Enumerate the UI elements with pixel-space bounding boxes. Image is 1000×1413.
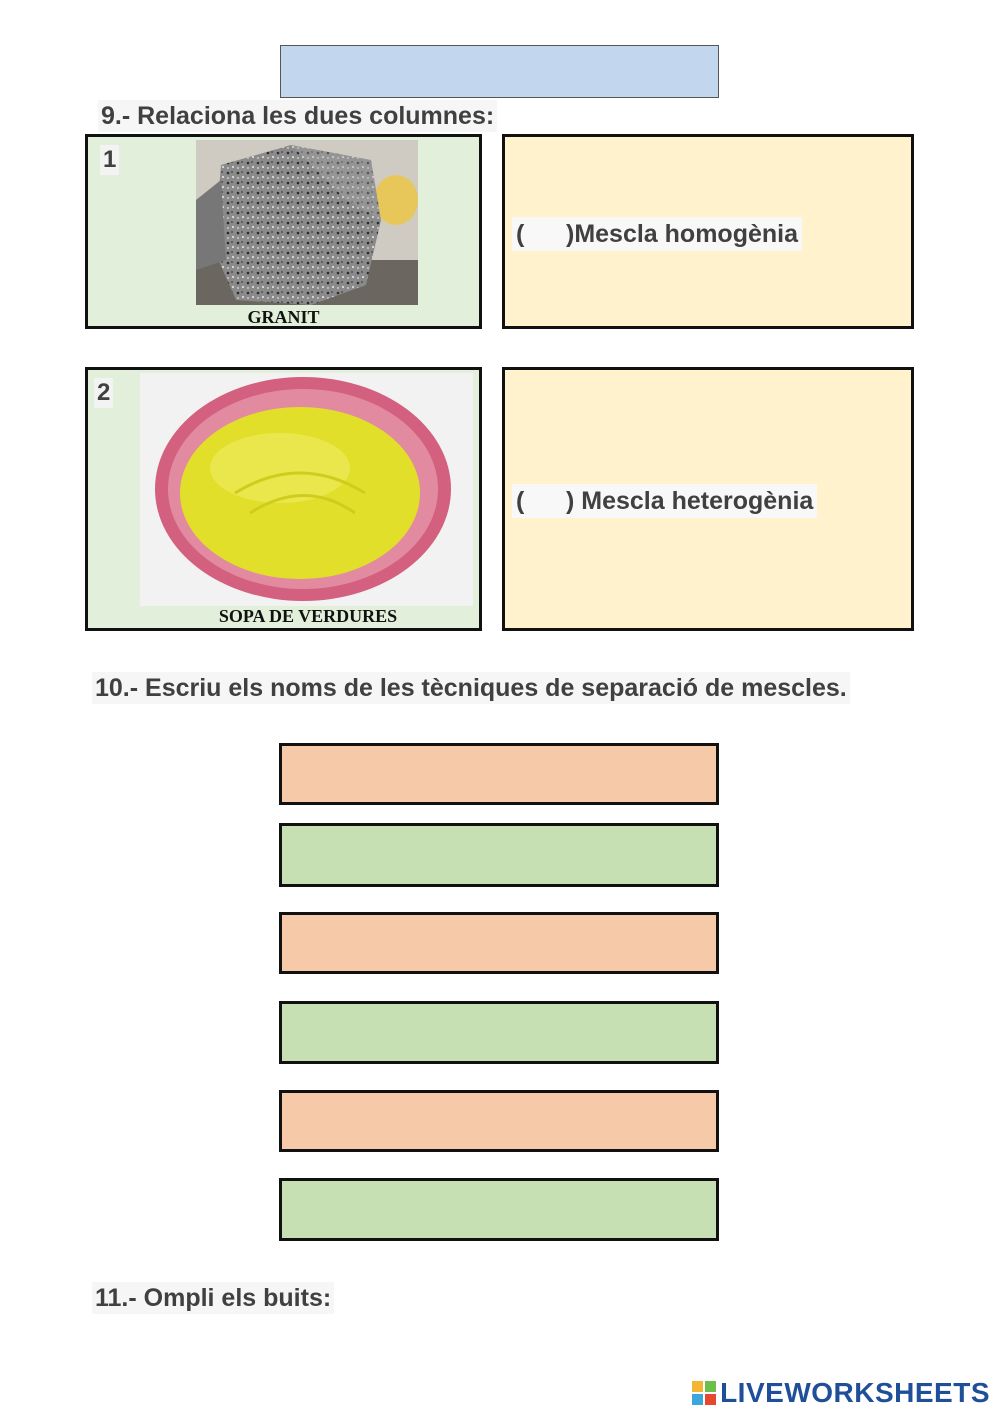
technique-answer-field-2[interactable] xyxy=(279,823,719,887)
answer-blank-2[interactable] xyxy=(535,484,575,518)
technique-answer-field-6[interactable] xyxy=(279,1178,719,1241)
item-number-2: 2 xyxy=(94,378,113,408)
answer-card-2 xyxy=(502,367,914,631)
answer-blank-1[interactable] xyxy=(535,217,575,251)
question-9-heading: 9.- Relaciona les dues columnes: xyxy=(98,100,497,132)
liveworksheets-logo-icon xyxy=(692,1381,716,1405)
question-11-heading: 11.- Ompli els buits: xyxy=(92,1282,334,1314)
answer-text-heterogenia: ( ) Mescla heterogènia xyxy=(512,484,817,518)
technique-answer-field-3[interactable] xyxy=(279,912,719,974)
granite-card xyxy=(85,134,482,329)
technique-answer-field-1[interactable] xyxy=(279,743,719,805)
soup-caption: SOPA DE VERDURES xyxy=(218,606,398,626)
logo-text: LIVEWORKSHEETS xyxy=(720,1377,990,1408)
question-10-heading: 10.- Escriu els noms de les tècniques de separació de mescles. xyxy=(92,672,850,704)
soup-image xyxy=(140,373,473,606)
granite-image xyxy=(196,140,418,305)
technique-answer-field-4[interactable] xyxy=(279,1001,719,1064)
technique-answer-field-5[interactable] xyxy=(279,1090,719,1152)
item-number-1: 1 xyxy=(100,145,119,175)
title-input-field[interactable] xyxy=(280,45,719,98)
answer-text-homogenia: ( )Mescla homogènia xyxy=(512,217,802,251)
granite-caption: GRANIT xyxy=(247,307,320,327)
soup-card xyxy=(85,367,482,631)
liveworksheets-logo xyxy=(692,1377,990,1409)
answer-card-1 xyxy=(502,134,914,329)
